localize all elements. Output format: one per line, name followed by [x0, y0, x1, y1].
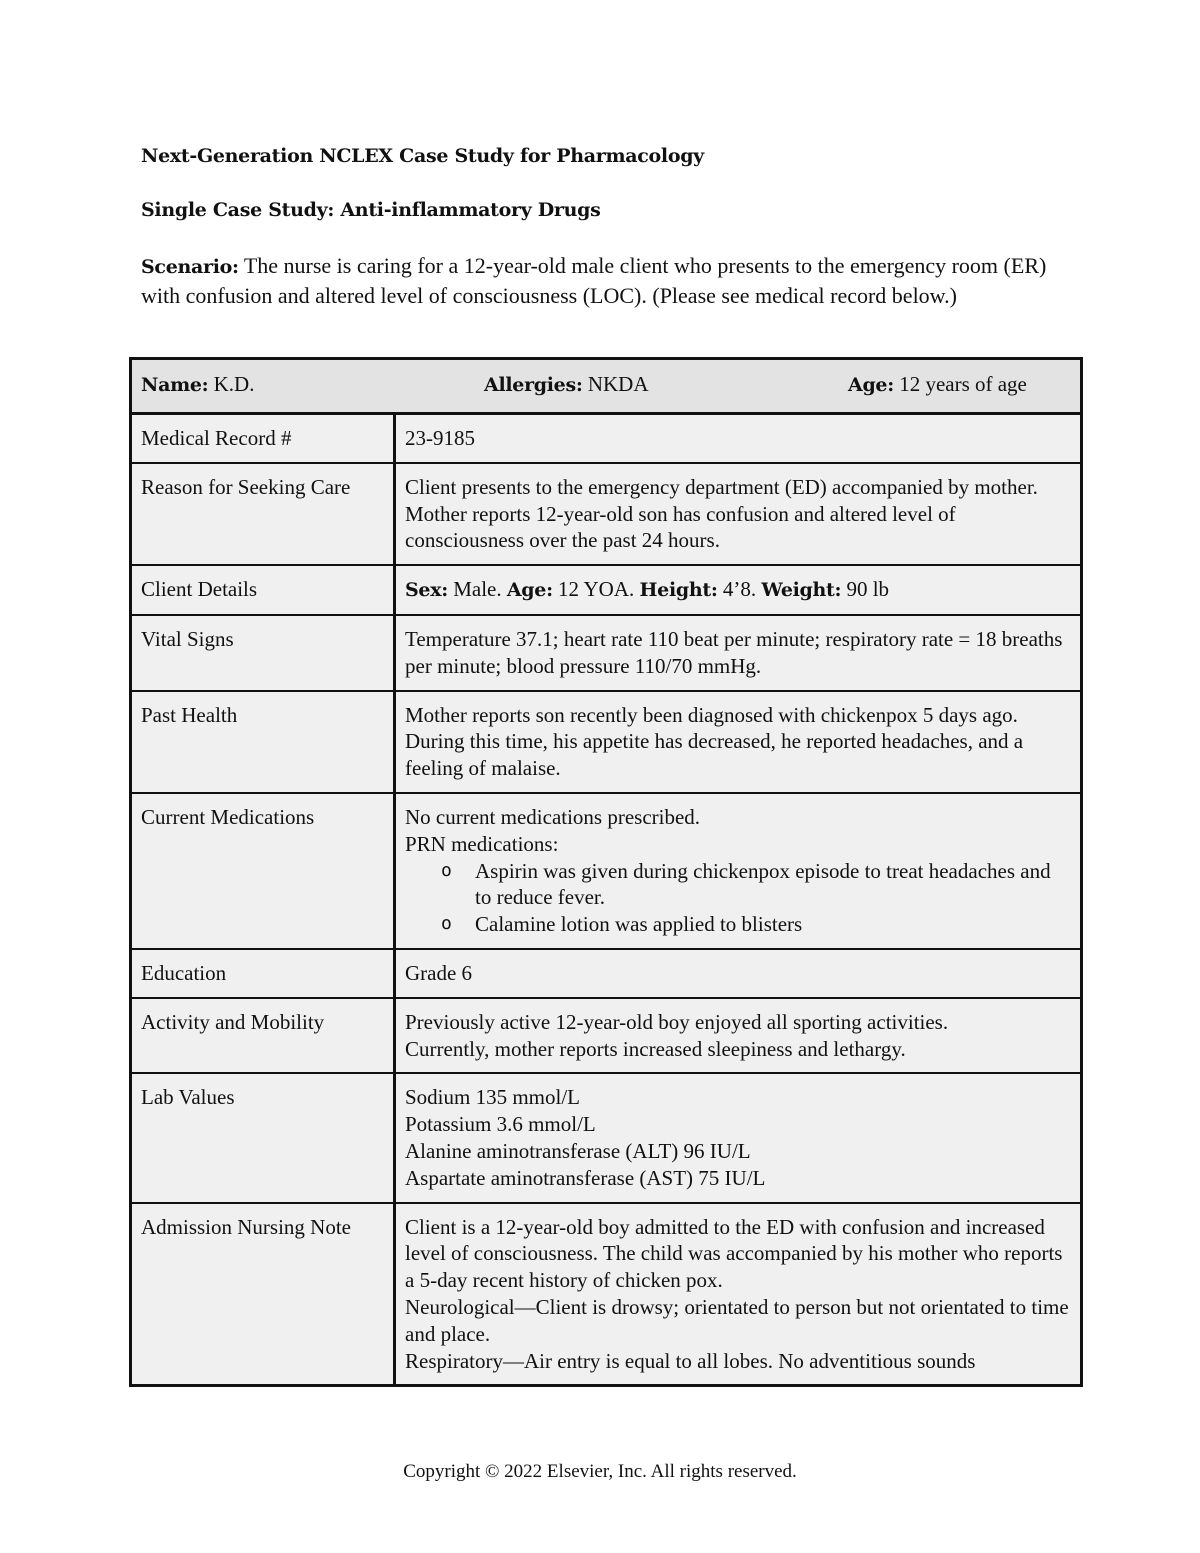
sex-label: Sex:	[405, 579, 448, 602]
activity-value	[395, 998, 1082, 1074]
patient-name	[141, 371, 254, 399]
admission-note-line-3: Respiratory—Air entry is equal to all lobes. No adventitious sounds	[405, 1348, 976, 1373]
weight-value: 90 lb	[846, 577, 890, 602]
scenario-text: The nurse is caring for a 12-year-old male client who presents to the emergency room (ER) with confusion and altered level of consciousness (LOC). (Please see medical record below.)	[141, 253, 1047, 308]
lab-value-item: Potassium 3.6 mmol/L	[405, 1112, 596, 1137]
name-value: K.D.	[213, 372, 255, 396]
allergies-label: Allergies:	[484, 374, 583, 396]
education-value: Grade 6	[395, 949, 1082, 998]
medications-line-1: No current medications prescribed.	[405, 804, 701, 829]
row-medical-record	[131, 414, 1082, 463]
client-details-value	[395, 565, 1082, 615]
case-study-title: Single Case Study: Anti-inflammatory Drugs	[141, 199, 601, 221]
education-label: Education	[131, 949, 395, 998]
document-title: Next-Generation NCLEX Case Study for Pharmacology	[141, 145, 704, 167]
row-reason-for-care	[131, 463, 1082, 565]
name-label: Name:	[141, 374, 209, 396]
scenario-label: Scenario:	[141, 256, 239, 278]
row-lab-values	[131, 1073, 1082, 1202]
reason-label: Reason for Seeking Care	[131, 463, 395, 565]
client-age-value: 12 YOA.	[558, 577, 635, 602]
lab-values-label: Lab Values	[131, 1073, 395, 1202]
past-health-label: Past Health	[131, 691, 395, 793]
age-value: 12 years of age	[899, 372, 1027, 396]
activity-line-1: Previously active 12-year-old boy enjoyed all sporting activities.	[405, 1009, 949, 1034]
row-client-details	[131, 565, 1082, 615]
medications-line-2: PRN medications:	[405, 831, 559, 856]
prn-medication-list	[405, 858, 1072, 938]
activity-label: Activity and Mobility	[131, 998, 395, 1074]
current-medications-label: Current Medications	[131, 793, 395, 949]
medical-record-label: Medical Record #	[131, 414, 395, 463]
admission-note-line-2: Neurological—Client is drowsy; orientated to person but not orientated to time and place.	[405, 1294, 1069, 1346]
list-item: o Aspirin was given during chickenpox episode to treat headaches and to reduce fever.	[475, 858, 1072, 912]
row-admission-note	[131, 1203, 1082, 1386]
row-past-health	[131, 691, 1082, 793]
lab-values-value	[395, 1073, 1082, 1202]
row-education	[131, 949, 1082, 998]
admission-note-value	[395, 1203, 1082, 1386]
sex-value: Male.	[453, 577, 502, 602]
record-header-cell	[131, 359, 1082, 414]
weight-label: Weight:	[761, 579, 842, 602]
row-activity-mobility	[131, 998, 1082, 1074]
lab-value-item: Aspartate aminotransferase (AST) 75 IU/L	[405, 1165, 766, 1190]
row-current-medications	[131, 793, 1082, 949]
age-label: Age:	[848, 374, 894, 396]
patient-age	[848, 371, 1027, 399]
past-health-value: Mother reports son recently been diagnosed with chickenpox 5 days ago. During this time, his appetite has decreased, he reported headaches, and a feeling of malaise.	[395, 691, 1082, 793]
client-age-label: Age:	[506, 579, 553, 602]
patient-allergies	[484, 371, 649, 399]
vital-signs-value: Temperature 37.1; heart rate 110 beat per minute; respiratory rate = 18 breaths per minute; blood pressure 110/70 mmHg.	[395, 615, 1082, 691]
height-value: 4’8.	[722, 577, 757, 602]
lab-value-item: Alanine aminotransferase (ALT) 96 IU/L	[405, 1138, 751, 1163]
allergies-value: NKDA	[587, 372, 649, 396]
activity-line-2: Currently, mother reports increased sleepiness and lethargy.	[405, 1036, 906, 1061]
lab-value-item: Sodium 135 mmol/L	[405, 1085, 581, 1110]
scenario-paragraph	[141, 252, 1071, 309]
height-label: Height:	[639, 579, 718, 602]
current-medications-value	[395, 793, 1082, 949]
list-item: o Calamine lotion was applied to blisters	[475, 911, 1072, 938]
medical-record-table	[129, 357, 1083, 1387]
reason-value: Client presents to the emergency department (ED) accompanied by mother. Mother reports 12-year-old son has confusion and altered level of consciousness over the past 24 hours.	[395, 463, 1082, 565]
admission-note-label: Admission Nursing Note	[131, 1203, 395, 1386]
client-details-label: Client Details	[131, 565, 395, 615]
vital-signs-label: Vital Signs	[131, 615, 395, 691]
copyright-footer: Copyright © 2022 Elsevier, Inc. All rights reserved.	[403, 1461, 797, 1482]
record-header-row	[131, 359, 1082, 414]
medical-record-value: 23-9185	[395, 414, 1082, 463]
admission-note-line-1: Client is a 12-year-old boy admitted to the ED with confusion and increased level of consciousness. The child was accompanied by his mother who reports a 5-day recent history of chicken pox.	[405, 1214, 1063, 1293]
row-vital-signs	[131, 615, 1082, 691]
